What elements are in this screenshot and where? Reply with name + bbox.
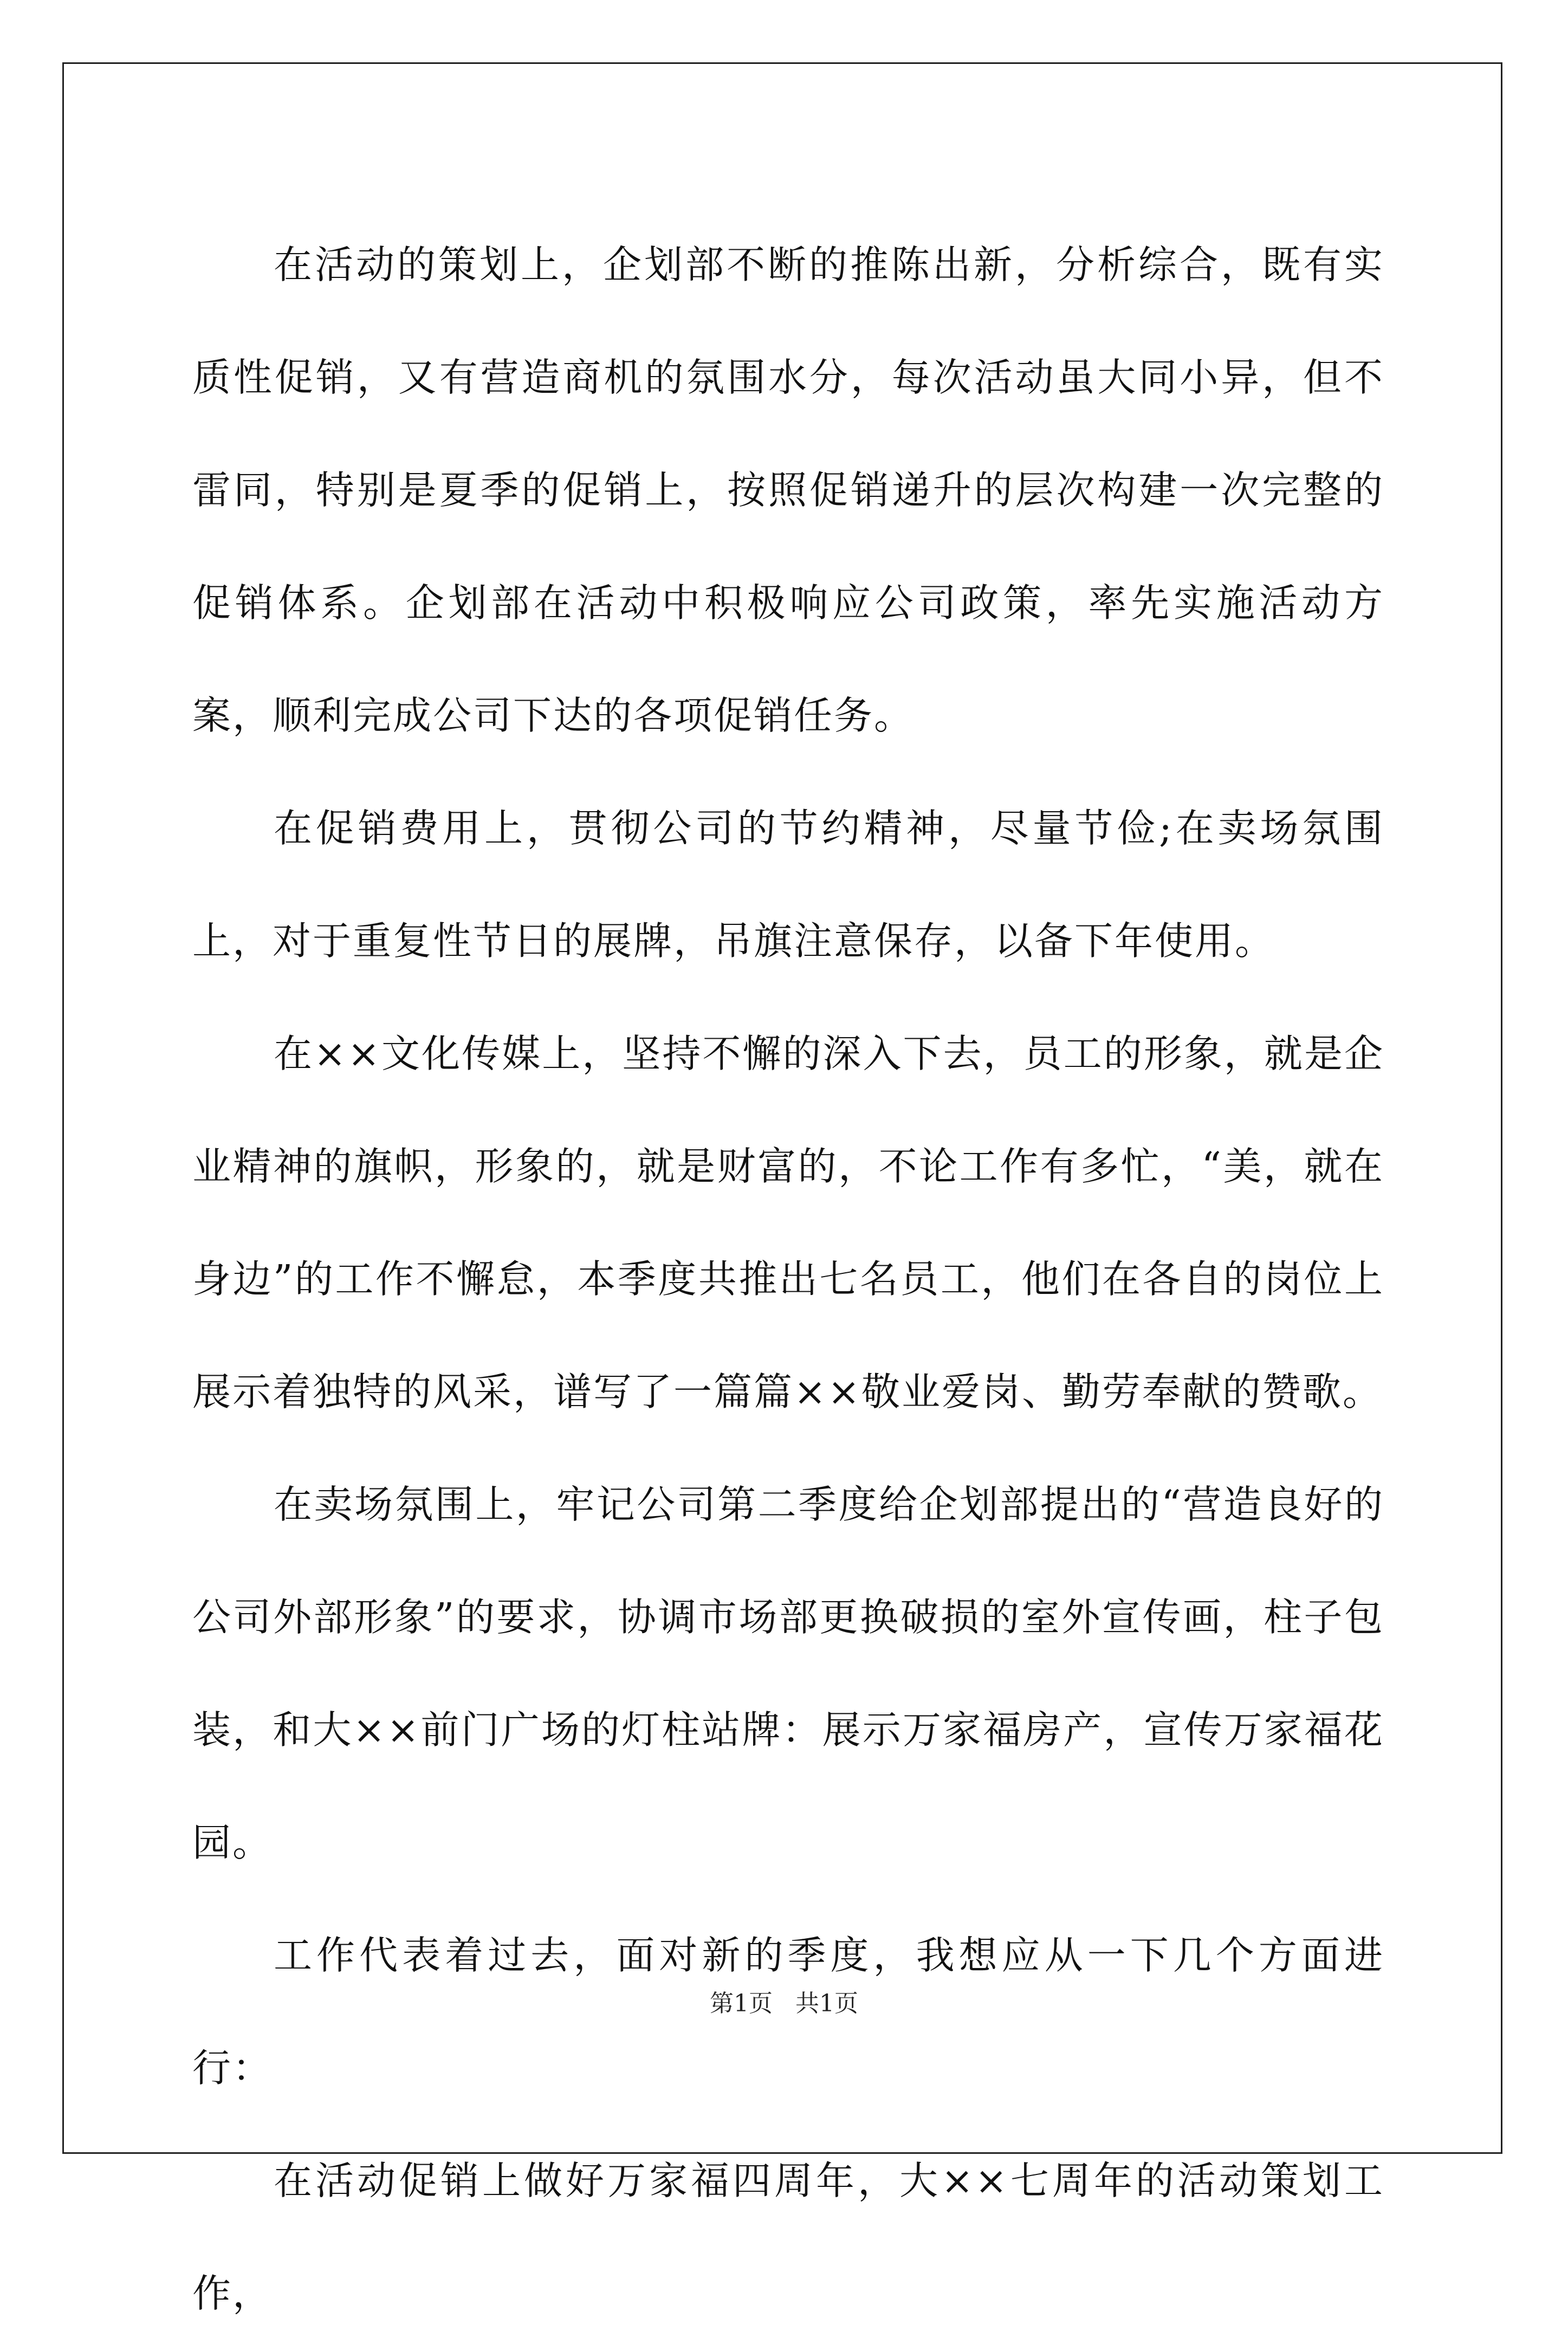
paragraph-promotion-costs: 在促销费用上，贯彻公司的节约精神，尽量节俭;在卖场氛围上，对于重复性节日的展牌，吊旗注意保存，以备下年使用。 [192,806,1384,963]
paragraph-anniversary-planning: 在活动促销上做好万家福四周年，大××七周年的活动策划工作， [192,2158,1384,2316]
paragraph-store-atmosphere: 在卖场氛围上，牢记公司第二季度给企划部提出的“营造良好的公司外部形象”的要求，协调市场部更换破损的室外宣传画，柱子包装，和大××前门广场的灯柱站牌：展示万家福房产，宣传万家福花园。 [192,1482,1384,1865]
page-footer [0,1988,1568,2020]
paragraph-next-quarter-intro: 工作代表着过去，面对新的季度，我想应从一下几个方面进行： [192,1933,1384,2090]
page-number: 第1页 [710,1990,773,2017]
page-total: 共1页 [795,1990,858,2017]
document-body [192,209,1384,2350]
paragraph-culture-media: 在××文化传媒上，坚持不懈的深入下去，员工的形象，就是企业精神的旗帜，形象的，就是财富的，不论工作有多忙，“美，就在身边”的工作不懈怠，本季度共推出七名员工，他们在各自的岗位上展示着独特的风采，谱写了一篇篇××敬业爱岗、勤劳奉献的赞歌。 [192,1031,1384,1414]
paragraph-activity-planning: 在活动的策划上，企划部不断的推陈出新，分析综合，既有实质性促销，又有营造商机的氛围水分，每次活动虽大同小异，但不雷同，特别是夏季的促销上，按照促销递升的层次构建一次完整的促销体系。企划部在活动中积极响应公司政策，率先实施活动方案，顺利完成公司下达的各项促销任务。 [192,242,1384,738]
